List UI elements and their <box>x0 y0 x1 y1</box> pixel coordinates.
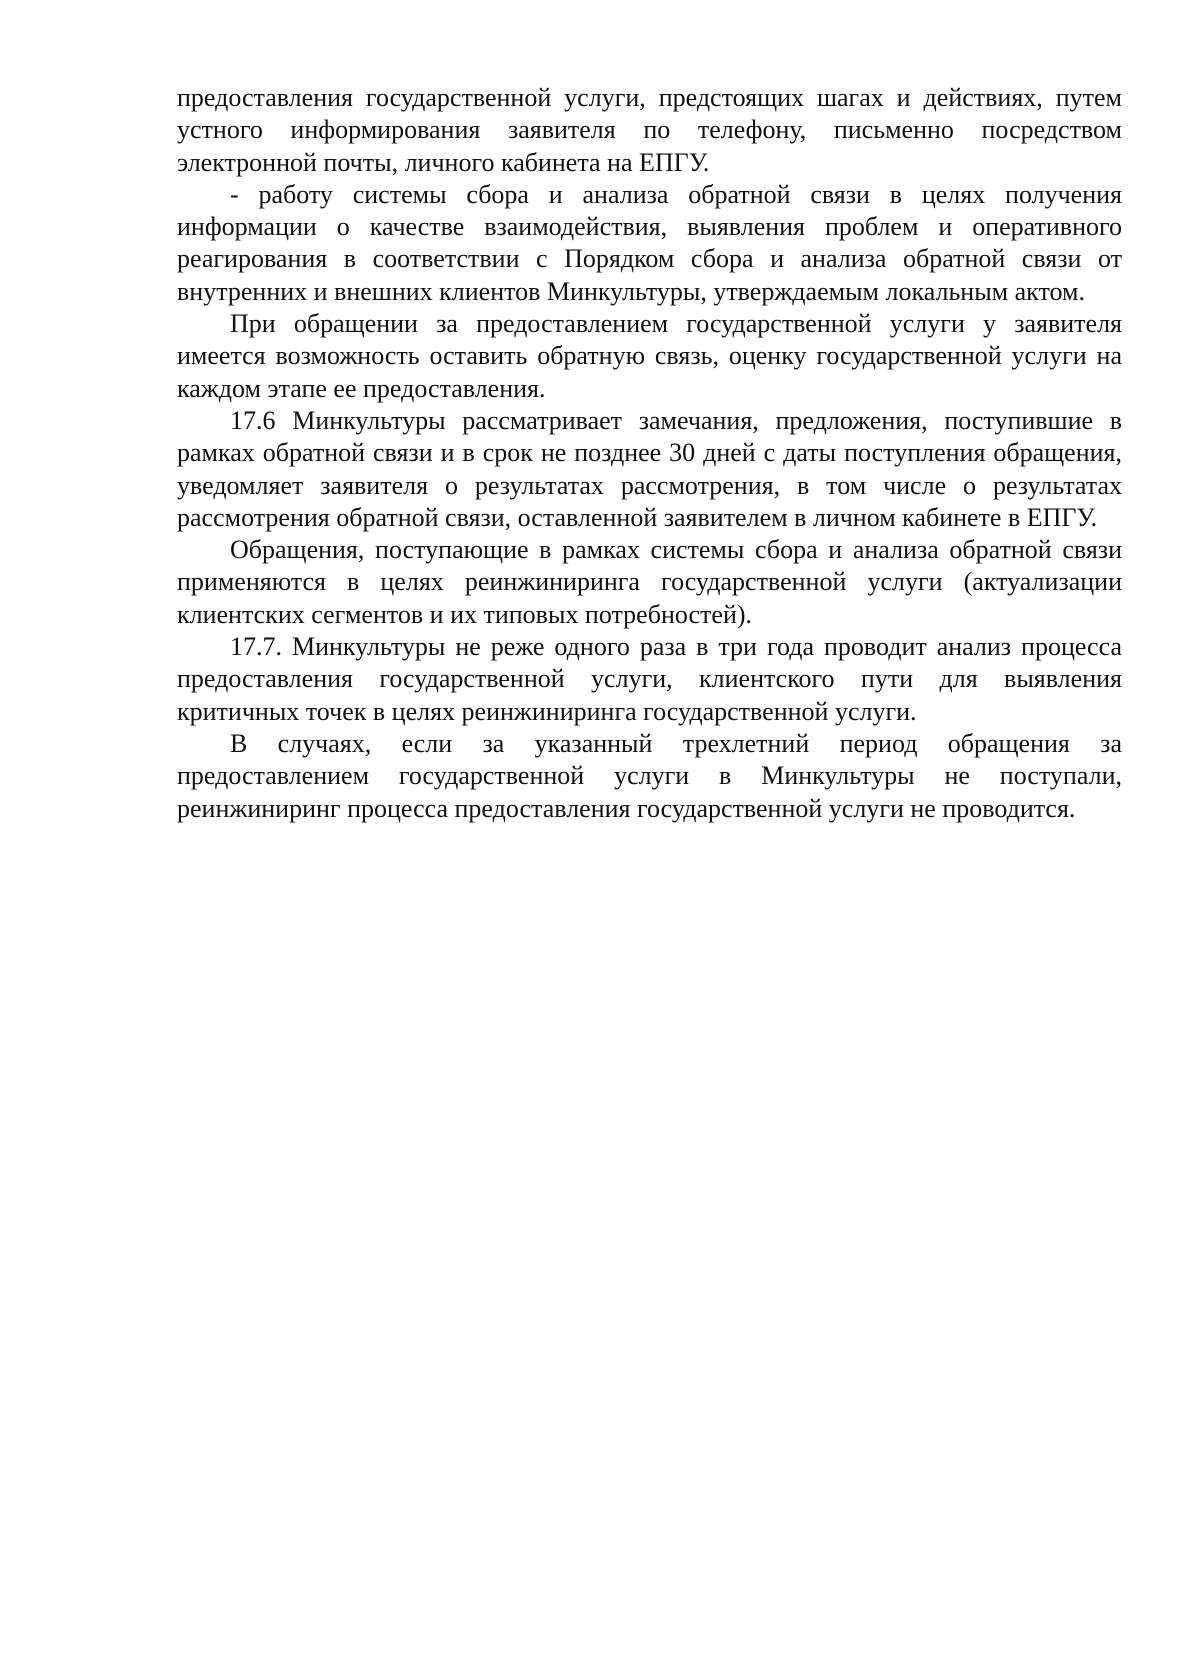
paragraph-no-requests: В случаях, если за указанный трехлетний период обращения за предоставлением государственной услуги в Минкультуры не поступали, реинжиниринг процесса предоставления государственной услуги не проводится. <box>177 728 1122 823</box>
paragraph-17-7: 17.7. Минкультуры не реже одного раза в три года проводит анализ процесса предоставления государственной услуги, клиентского пути для выявления критичных точек в целях реинжиниринга государственной услуги. <box>177 632 1122 726</box>
paragraph-feedback-option: При обращении за предоставлением государственной услуги у заявителя имеется возможность оставить обратную связь, оценку государственной услуги на каждом этапе ее предоставления. <box>177 309 1122 403</box>
paragraph-reengineering-use: Обращения, поступающие в рамках системы сбора и анализа обратной связи применяются в целях реинжиниринга государственной услуги (актуализации клиентских сегментов и их типовых потребностей). <box>177 535 1122 629</box>
paragraph-feedback-system: - работу системы сбора и анализа обратной связи в целях получения информации о качестве взаимодействия, выявления проблем и оперативного реагирования в соответствии с Порядком сбора и анализа обратной связи от внутренних и внешних клиентов Минкультуры, утверждаемым локальным актом. <box>177 179 1122 306</box>
paragraph-continuation: предоставления государственной услуги, предстоящих шагах и действиях, путем устного информирования заявителя по телефону, письменно посредством электронной почты, личного кабинета на ЕПГУ. <box>177 83 1122 177</box>
document-body <box>177 82 1122 825</box>
paragraph-17-6: 17.6 Минкультуры рассматривает замечания, предложения, поступившие в рамках обратной связи и в срок не позднее 30 дней с даты поступления обращения, уведомляет заявителя о результатах рассмотрения, в том числе о результатах рассмотрения обратной связи, оставленной заявителем в личном кабинете в ЕПГУ. <box>177 405 1122 532</box>
